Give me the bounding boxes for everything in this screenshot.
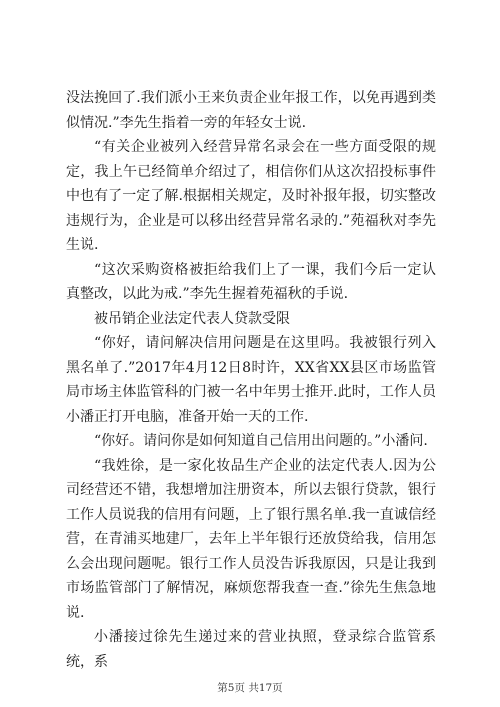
paragraph-1: 没法挽回了.我们派小王来负责企业年报工作，以免再遇到类似情况.”李先生指着一旁的年轻女士说.	[66, 90, 436, 131]
paragraph-8: 小潘接过徐先生递过来的营业执照，登录综合监管系统，系	[66, 629, 436, 670]
paragraph-7: “我姓徐，是一家化妆品生产企业的法定代表人.因为公司经营还不错，我想增加注册资本，所以去银行贷款，银行工作人员说我的信用有问题，上了银行黑名单.我一直诚信经营，在青浦买地建厂，去年上半年银行还放贷给我，信用怎么会出现问题呢。银行工作人员没告诉我原因，只是让我到市场监管部门了解情况，麻烦您帮我查一查.”徐先生焦急地说.	[66, 457, 436, 621]
page-number-footer: 第5页 共17页	[217, 682, 283, 694]
document-body	[66, 86, 436, 674]
paragraph-5: “你好，请问解决信用问题是在这里吗。我被银行列入黑名单了.”2017年4月12日8时许，XX省XX县区市场监管局市场主体监管科的门被一名中年男士推开.此时，工作人员小潘正打开电脑，准备开始一天的工作.	[66, 335, 436, 425]
section-heading: 被吊销企业法定代表人贷款受限	[94, 310, 290, 327]
paragraph-2: “有关企业被列入经营异常名录会在一些方面受限的规定，我上午已经简单介绍过了，相信你们从这次招投标事件中也有了一定了解.根据相关规定，及时补报年报，切实整改违规行为，企业是可以移出经营异常名录的.”苑福秋对李先生说.	[66, 139, 436, 253]
paragraph-6: “你好。请问你是如何知道自己信用出问题的。”小潘问.	[94, 433, 428, 449]
paragraph-3: “这次采购资格被拒给我们上了一课，我们今后一定认真整改，以此为戒.”李先生握着苑福秋的手说.	[66, 261, 436, 302]
